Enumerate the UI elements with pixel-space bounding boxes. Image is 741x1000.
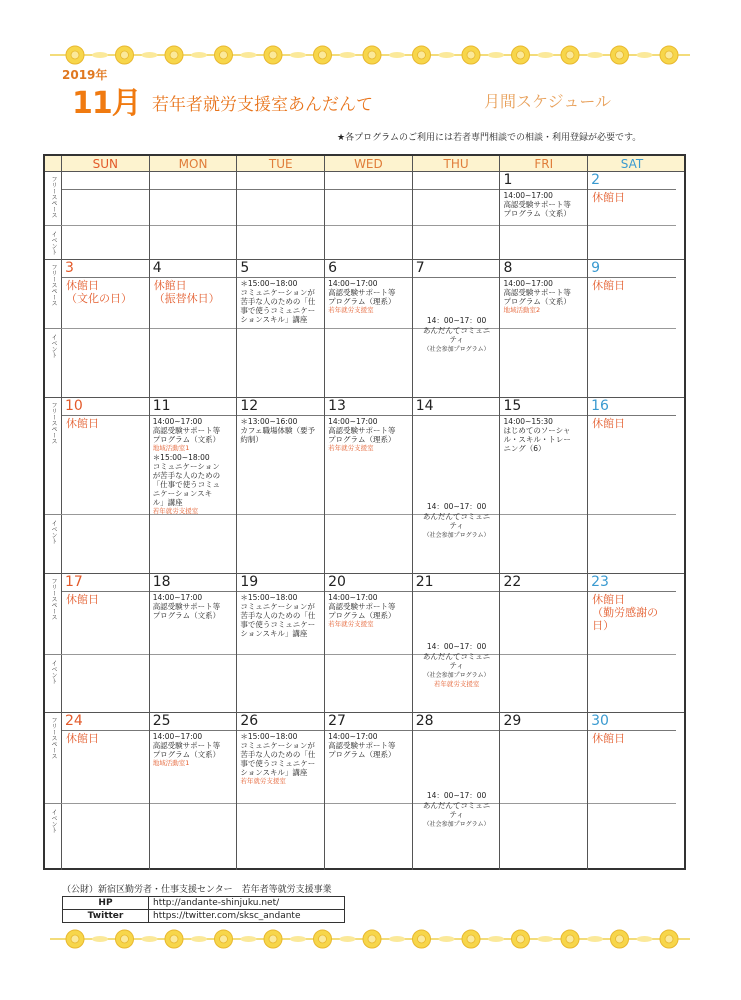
date-divider [325, 415, 412, 416]
flower-icon [215, 46, 233, 64]
weekday-sat: SAT [620, 157, 644, 171]
monthly-calendar [43, 154, 686, 870]
side-divider [45, 514, 62, 515]
date-divider [588, 730, 676, 731]
flower-icon [611, 930, 629, 948]
closed-day-label: 休館日 [592, 191, 626, 204]
event-divider [62, 328, 149, 329]
leaf-icon [241, 52, 257, 58]
event-label: イベント [50, 660, 57, 684]
leaf-icon [191, 52, 207, 58]
event-title: あんだんてコミュニ ティ [422, 652, 491, 670]
closed-day-label: 休館日 （勤労感謝の 日） [592, 593, 659, 632]
day-cell [500, 260, 588, 397]
date-divider [500, 730, 587, 731]
room-tag: 地域活動室1 [152, 759, 190, 767]
flower-icon [561, 930, 579, 948]
calendar-week [45, 398, 684, 574]
day-number: 18 [152, 574, 171, 590]
program-text: ＊15:00~18:00 コミュニケーションが 苦手な人のための「仕 事で使うコミュニケー ションスキル」講座 [240, 732, 316, 777]
event-divider [588, 803, 676, 804]
event-divider [588, 328, 676, 329]
leaf-icon [587, 52, 603, 58]
date-divider [150, 189, 237, 190]
event-time: 14：00~17：00 [426, 502, 487, 511]
day-number: 11 [152, 398, 171, 414]
program-text: 14:00~17:00 高認受験サポート等 プログラム（文系） [152, 732, 221, 759]
date-divider [588, 415, 676, 416]
flower-icon [363, 930, 381, 948]
day-number: 12 [240, 398, 259, 414]
flower-icon [462, 930, 480, 948]
weekday-mon: MON [150, 156, 238, 171]
date-divider [413, 591, 500, 592]
program-text: 14:00~17:00 高認受験サポート等 プログラム（理系） [328, 279, 396, 306]
flower-icon [363, 46, 381, 64]
event-divider [325, 514, 412, 515]
date-divider [325, 730, 412, 731]
flower-icon [66, 46, 84, 64]
date-divider [62, 415, 149, 416]
date-divider [588, 591, 676, 592]
event-time: 14：00~17：00 [426, 791, 487, 800]
day-number: 22 [503, 574, 522, 590]
day-number: 17 [65, 574, 83, 590]
date-divider [62, 591, 149, 592]
date-divider [325, 277, 412, 278]
office-name: 若年者就労支援室あんだんて [152, 95, 373, 115]
flower-icon [165, 930, 183, 948]
day-cell [62, 713, 150, 870]
week-side-labels [45, 260, 62, 397]
year-label: 2019年 [62, 68, 108, 82]
program-text: ＊13:00~16:00 カフェ職場体験（要予 約制） [240, 417, 315, 444]
date-divider [413, 189, 500, 190]
program-text: 14:00~17:00 高認受験サポート等 プログラム（理系） [328, 417, 396, 444]
event-divider [150, 225, 237, 226]
schedule-subtitle: 月間スケジュール [484, 92, 612, 111]
date-divider [413, 277, 500, 278]
event-time: 14：00~17：00 [426, 642, 487, 651]
day-cell [62, 260, 150, 397]
weekday-wed: WED [325, 156, 413, 171]
leaf-icon [142, 52, 158, 58]
day-number: 29 [503, 713, 522, 729]
day-cell [62, 398, 150, 573]
leaf-icon [92, 936, 108, 942]
flower-icon [116, 46, 134, 64]
flower-icon [512, 46, 530, 64]
day-cell [413, 713, 501, 870]
leaf-icon [637, 52, 653, 58]
day-cell [150, 260, 238, 397]
event-divider [150, 654, 237, 655]
closed-day-label: 休館日 [66, 417, 99, 430]
weekday-fri: FRI [500, 156, 588, 171]
event-divider [588, 654, 676, 655]
event-note: （社会参加プログラム） [423, 532, 490, 539]
side-divider [45, 654, 62, 655]
weekday-sun: SUN [62, 156, 150, 171]
day-number: 25 [152, 713, 171, 729]
day-cell [62, 574, 150, 712]
hp-label: HP [63, 897, 149, 910]
closed-day-label: 休館日 [66, 732, 99, 745]
date-divider [237, 415, 324, 416]
leaf-icon [340, 52, 356, 58]
event-label: イベント [50, 809, 57, 833]
day-cell [588, 260, 676, 397]
date-divider [150, 591, 237, 592]
day-cell [500, 398, 588, 573]
leaf-icon [538, 936, 554, 942]
date-divider [588, 277, 676, 278]
leaf-icon [340, 936, 356, 942]
day-cell [150, 713, 238, 870]
link-row-hp [63, 897, 345, 910]
leaf-icon [439, 936, 455, 942]
date-divider [150, 730, 237, 731]
week-side-labels [45, 398, 62, 573]
day-number: 15 [503, 398, 522, 414]
leaf-icon [241, 936, 257, 942]
date-divider [500, 415, 587, 416]
closed-day-label: 休館日 （振替休日） [153, 279, 220, 305]
day-number: 19 [240, 574, 259, 590]
event-divider [237, 803, 324, 804]
day-number: 8 [503, 260, 513, 276]
flower-icon [264, 46, 282, 64]
registration-notice: ★各プログラムのご利用には若者専門相談での相談・利用登録が必要です。 [337, 133, 642, 143]
day-number: 23 [591, 574, 609, 590]
date-divider [500, 277, 587, 278]
leaf-icon [587, 936, 603, 942]
flower-icon [215, 930, 233, 948]
closed-day-label: 休館日 [592, 732, 626, 745]
weekday-header [45, 156, 684, 172]
room-tag: 地域活動室1 [152, 444, 190, 452]
event-divider [325, 803, 412, 804]
day-cell [150, 574, 238, 712]
day-cell [325, 398, 413, 573]
program-text: 14:00~17:00 高認受験サポート等 プログラム（理系） [328, 732, 396, 759]
footer-links [62, 896, 345, 923]
day-cell [588, 398, 676, 573]
twitter-url[interactable]: https://twitter.com/sksc_andante [149, 910, 345, 923]
leaf-icon [439, 52, 455, 58]
day-number: 21 [415, 574, 434, 590]
date-divider [62, 730, 149, 731]
event-divider [237, 514, 324, 515]
flower-icon [314, 46, 332, 64]
bottom-flower-border [50, 928, 690, 950]
flower-icon [413, 930, 431, 948]
twitter-label: Twitter [63, 910, 149, 923]
event-divider [62, 803, 149, 804]
header-corner [45, 156, 62, 171]
leaf-icon [488, 52, 504, 58]
flower-border-graphic [50, 44, 690, 66]
day-cell [62, 172, 150, 259]
program-text-2: ＊15:00~18:00 コミュニケーション が苦手な人のための 「仕事で使うコミュ ニケーションスキ ル」講座 [152, 453, 221, 507]
event-divider [500, 803, 587, 804]
program-text: 14:00~17:00 高認受験サポート等 プログラム（文系） [503, 191, 571, 218]
day-cell [588, 574, 676, 712]
free-space-label: フリースペース [50, 176, 57, 218]
flower-icon [611, 46, 629, 64]
free-space-label: フリースペース [50, 717, 57, 759]
day-number: 9 [591, 260, 601, 276]
link-row-twitter [63, 910, 345, 923]
program-text: ＊15:00~18:00 コミュニケーションが 苦手な人のための「仕 事で使うコミュニケー ションスキル」講座 [240, 279, 316, 324]
room-tag: 地域活動室2 [503, 306, 541, 314]
event-label: イベント [50, 334, 57, 358]
flower-border-graphic [50, 928, 690, 950]
day-cell [500, 574, 588, 712]
flower-icon [66, 930, 84, 948]
closed-day-label: 休館日 [592, 417, 626, 430]
day-cell [588, 713, 676, 870]
side-divider [45, 803, 62, 804]
date-divider [237, 730, 324, 731]
day-number: 20 [328, 574, 346, 590]
date-divider [150, 277, 237, 278]
day-cell [150, 398, 238, 573]
event-divider [150, 328, 237, 329]
event-room-tag: 若年就労支援室 [433, 680, 480, 688]
day-cell [325, 713, 413, 870]
date-divider [500, 189, 587, 190]
room-tag: 若年就労支援室 [240, 777, 286, 785]
day-cell [325, 574, 413, 712]
calendar-week [45, 172, 684, 260]
event-divider [325, 225, 412, 226]
day-cell [237, 713, 325, 870]
closed-day-label: 休館日 [592, 279, 626, 292]
day-number: 5 [240, 260, 250, 276]
day-cell [500, 713, 588, 870]
day-cell [325, 260, 413, 397]
flower-icon [660, 46, 678, 64]
date-divider [325, 591, 412, 592]
date-divider [325, 189, 412, 190]
date-divider [500, 591, 587, 592]
event-divider [325, 328, 412, 329]
top-flower-border [50, 44, 690, 66]
event-note: （社会参加プログラム） [423, 821, 490, 828]
day-cell [237, 260, 325, 397]
event-note: （社会参加プログラム） [423, 346, 490, 353]
day-cell [500, 172, 588, 259]
program-text: 14:00~17:00 高認受験サポート等 プログラム（文系） [503, 279, 571, 306]
program-text: 14:00~17:00 高認受験サポート等 プログラム（理系） [328, 593, 396, 620]
day-cell [237, 574, 325, 712]
week-side-labels [45, 574, 62, 712]
leaf-icon [290, 52, 306, 58]
hp-url[interactable]: http://andante-shinjuku.net/ [149, 897, 345, 910]
date-divider [237, 591, 324, 592]
program-text: 14:00~17:00 高認受験サポート等 プログラム（文系） [152, 417, 221, 444]
day-cell [150, 172, 238, 259]
day-cell [413, 172, 501, 259]
event-divider [325, 654, 412, 655]
room-tag: 若年就労支援室 [328, 444, 374, 452]
day-number: 10 [65, 398, 83, 414]
event-label: イベント [50, 520, 57, 544]
flower-icon [660, 930, 678, 948]
footer-organization: （公財）新宿区勤労者・仕事支援センター 若年者等就労支援事業 [62, 885, 332, 895]
week-side-labels [45, 713, 62, 870]
leaf-icon [538, 52, 554, 58]
day-cell [413, 574, 501, 712]
program-text: 14:00~15:30 はじめてのソーシャ ル・スキル・トレー ニング（6） [503, 417, 571, 453]
flower-icon [462, 46, 480, 64]
day-number: 26 [240, 713, 259, 729]
leaf-icon [488, 936, 504, 942]
day-cell [413, 398, 501, 573]
week-side-labels [45, 172, 62, 259]
day-cell [237, 398, 325, 573]
day-number: 14 [415, 398, 434, 414]
event-title: あんだんてコミュニ ティ [422, 512, 491, 530]
room-tag-2: 若年就労支援室 [152, 507, 199, 515]
flower-icon [116, 930, 134, 948]
flower-icon [264, 930, 282, 948]
closed-day-label: 休館日 （文化の日） [66, 279, 132, 305]
date-divider [62, 189, 149, 190]
event-divider [588, 225, 676, 226]
event-title: あんだんてコミュニ ティ [422, 801, 491, 819]
event-divider [62, 225, 149, 226]
calendar-week [45, 713, 684, 870]
event-divider [500, 514, 587, 515]
event-divider [237, 328, 324, 329]
event-time: 14：00~17：00 [426, 316, 487, 325]
leaf-icon [142, 936, 158, 942]
program-text: 14:00~17:00 高認受験サポート等 プログラム（文系） [152, 593, 221, 620]
month-title: 11月 [72, 86, 141, 121]
side-divider [45, 225, 62, 226]
calendar-week [45, 574, 684, 713]
day-number: 7 [415, 260, 425, 276]
event-divider [500, 328, 587, 329]
flower-icon [165, 46, 183, 64]
closed-day-label: 休館日 [66, 593, 99, 606]
weekday-thu: THU [413, 156, 501, 171]
day-number: 2 [591, 172, 601, 188]
calendar-week [45, 260, 684, 398]
day-number: 28 [415, 713, 434, 729]
leaf-icon [290, 936, 306, 942]
event-divider [62, 654, 149, 655]
leaf-icon [637, 936, 653, 942]
date-divider [62, 277, 149, 278]
event-divider [500, 225, 587, 226]
leaf-icon [389, 936, 405, 942]
day-cell [237, 172, 325, 259]
event-divider [237, 225, 324, 226]
event-divider [62, 514, 149, 515]
date-divider [237, 189, 324, 190]
day-number: 4 [152, 260, 162, 276]
weekday-tue: TUE [237, 156, 325, 171]
free-space-label: フリースペース [50, 402, 57, 444]
free-space-label: フリースペース [50, 578, 57, 620]
event-divider [237, 654, 324, 655]
event-divider [500, 654, 587, 655]
program-text: ＊15:00~18:00 コミュニケーションが 苦手な人のための「仕 事で使うコミュニケー ションスキル」講座 [240, 593, 316, 638]
date-divider [413, 730, 500, 731]
leaf-icon [92, 52, 108, 58]
room-tag: 若年就労支援室 [328, 306, 374, 314]
event-divider [150, 803, 237, 804]
day-cell [325, 172, 413, 259]
day-cell [588, 172, 676, 259]
day-number: 16 [591, 398, 609, 414]
flower-icon [561, 46, 579, 64]
free-space-label: フリースペース [50, 264, 57, 306]
flower-icon [512, 930, 530, 948]
date-divider [413, 415, 500, 416]
day-number: 27 [328, 713, 346, 729]
day-number: 3 [65, 260, 74, 276]
event-note: （社会参加プログラム） [423, 672, 490, 679]
leaf-icon [191, 936, 207, 942]
event-divider [588, 514, 676, 515]
day-number: 30 [591, 713, 609, 729]
event-divider [413, 225, 500, 226]
leaf-icon [389, 52, 405, 58]
event-title: あんだんてコミュニ ティ [422, 326, 491, 344]
date-divider [150, 415, 237, 416]
event-label: イベント [50, 231, 57, 255]
day-number: 24 [65, 713, 83, 729]
side-divider [45, 328, 62, 329]
flower-icon [314, 930, 332, 948]
room-tag: 若年就労支援室 [328, 620, 374, 628]
flower-icon [413, 46, 431, 64]
day-cell [413, 260, 501, 397]
date-divider [588, 189, 676, 190]
date-divider [237, 277, 324, 278]
day-number: 1 [503, 172, 513, 188]
day-number: 6 [328, 260, 337, 276]
day-number: 13 [328, 398, 346, 414]
